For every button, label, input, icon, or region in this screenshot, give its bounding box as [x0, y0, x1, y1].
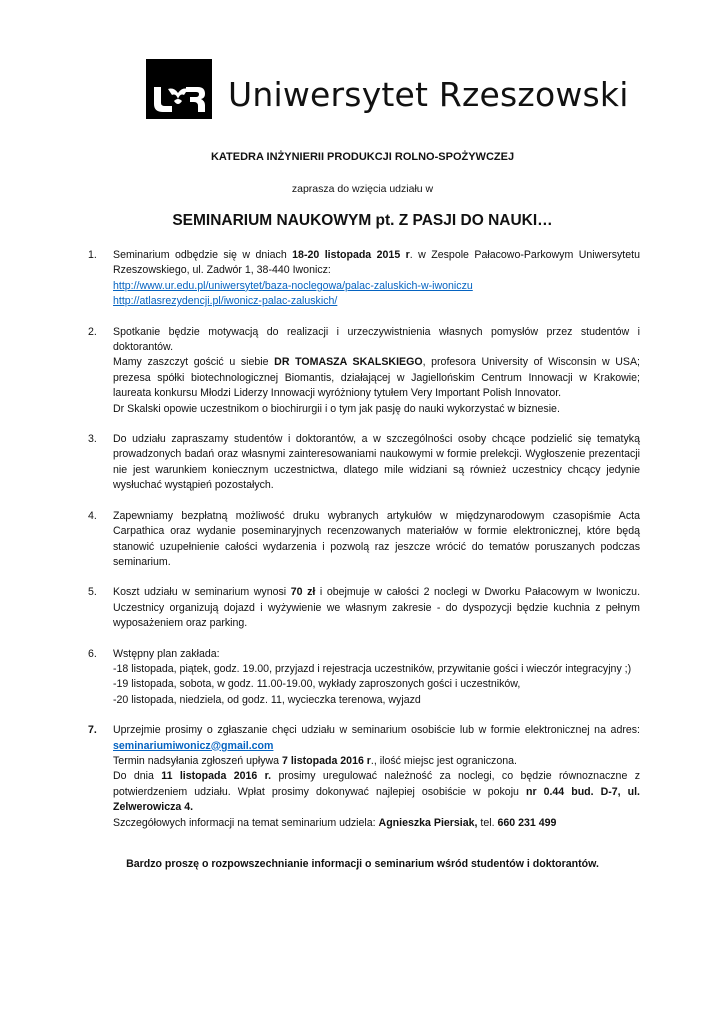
venue-link-atlas[interactable]: http://atlasrezydencji.pl/iwonicz-palac-zaluskich/ [113, 295, 338, 308]
item-number: 1. [88, 249, 97, 261]
schedule-day-2: -19 listopada, sobota, w godz. 11.00-19.00, wykłady zaproszonych gości i uczestników, [113, 678, 521, 691]
item-number: 6. [88, 647, 97, 660]
schedule-day-1: -18 listopada, piątek, godz. 19.00, przyjazd i rejestracja uczestników, przywitanie gości i wieczór integracyjny ;) [113, 662, 632, 675]
item-paragraph: Wstępny plan zakłada: [113, 647, 220, 660]
email-link[interactable]: seminariumiwonicz@gmail.com [113, 739, 274, 752]
item-number: 7. [88, 724, 97, 737]
list-item-7 [88, 723, 640, 831]
list-item-1 [88, 248, 640, 310]
text: i obejmuje w całości 2 noclegi w Dworku Pałacowym w Iwoniczu. Uczestnicy organizują dojazd i wyżywienie we własnym zakresie - do dyspozycji będzie kuchnia z pełnym wyposażeniem oraz parking. [113, 586, 641, 630]
text: Seminarium odbędzie się w dniach [113, 249, 293, 261]
text: Mamy zaszczyt gościć u siebie [113, 356, 275, 369]
list-item-2 [88, 325, 640, 417]
contact-name: Agnieszka Piersiak, [378, 816, 478, 829]
item-number: 2. [88, 325, 97, 338]
text: prosimy uregulować należność za noclegi, co będzie równoznaczne z potwierdzeniem udziału. Wpłat prosimy dokonywać najlepiej osobiście w pokoju [113, 770, 640, 798]
payment-date: 11 listopada 2016 r. [161, 770, 272, 783]
list-item-6 [88, 647, 640, 709]
item-number: 5. [88, 586, 97, 599]
guest-name: DR TOMASZA SKALSKIEGO [274, 356, 423, 369]
text: Uprzejmie prosimy o zgłaszanie chęci udziału w seminarium osobiście lub w formie elektronicznej na adres: [113, 724, 640, 737]
item-paragraph [113, 754, 640, 769]
text: . w Zespole Pałacowo-Parkowym Uniwersytetu Rzeszowskiego, ul. Zadwór 1, 38-440 Iwonicz: [113, 249, 640, 277]
department-heading: KATEDRA INŻYNIERII PRODUKCJI ROLNO-SPOŻYWCZEJ [210, 151, 515, 163]
price: 70 zł [290, 586, 316, 599]
text: Koszt udziału w seminarium wynosi [113, 586, 291, 599]
footer-note: Bardzo proszę o rozpowszechnianie informacji o seminarium wśród studentów i doktorantów. [126, 858, 599, 870]
numbered-list [88, 248, 640, 846]
text: Termin nadsyłania zgłoszeń upływa [113, 754, 282, 767]
venue-link-ur[interactable]: http://www.ur.edu.pl/uniwersytet/baza-noclegowa/palac-zaluskich-w-iwoniczu [113, 279, 473, 292]
text: Szczegółowych informacji na temat seminarium udziela: [113, 816, 379, 829]
invite-line: zaprasza do wzięcia udziału w [291, 183, 434, 195]
item-paragraph: Do udziału zapraszamy studentów i doktorantów, a w szczególności osoby chcące podzielić się tematyką prowadzonych badań oraz własnymi zainteresowaniami naukowymi w formie prelekcji. Wygłoszenie prezentacji nie jest warunkiem koniecznym uczestnictwa, dlatego mile widziani są również uczestnicy chcący jedynie wysłuchać wystąpień pozostałych. [113, 433, 640, 492]
list-item-4 [88, 509, 640, 571]
university-name: Uniwersytet Rzeszowski [228, 75, 629, 114]
schedule-day-3: -20 listopada, niedziela, od godz. 11, wycieczka terenowa, wyjazd [113, 693, 421, 706]
item-paragraph [113, 248, 640, 279]
date-range: 18-20 listopada 2015 r [292, 249, 410, 261]
list-item-3 [88, 432, 640, 494]
item-paragraph [113, 355, 640, 401]
item-paragraph [113, 585, 640, 631]
deadline-date: 7 listopada 2016 r [282, 754, 371, 767]
contact-phone: 660 231 499 [497, 816, 557, 829]
item-paragraph: Dr Skalski opowie uczestnikom o biochirurgii i o tym jak pasję do nauki wykorzystać w biznesie. [113, 402, 560, 415]
ur-logo-icon [146, 59, 212, 119]
list-item-5 [88, 585, 640, 631]
text: ., ilość miejsc jest ograniczona. [370, 754, 517, 767]
item-paragraph: Spotkanie będzie motywacją do realizacji i urzeczywistnienia własnych pomysłów przez studentów i doktorantów. [113, 325, 640, 354]
text: Do dnia [113, 770, 162, 783]
text: , profesora University of Wisconsin w USA; prezesa spółki biotechnologicznej Biomantis, działającej w Jagiellońskim Centrum Innowacji w Krakowie; laureata konkursu Młodzi Liderzy Innowacji wyróżniony tytułem Very Important Polish Innovator. [113, 356, 640, 400]
text: tel. [477, 816, 498, 829]
item-paragraph [113, 816, 640, 831]
seminar-title: SEMINARIUM NAUKOWYM pt. Z PASJI DO NAUKI… [172, 212, 553, 229]
university-logo [146, 59, 629, 119]
item-number: 3. [88, 433, 97, 446]
item-paragraph [113, 723, 640, 754]
item-paragraph: Zapewniamy bezpłatną możliwość druku wybranych artykułów w międzynarodowym czasopiśmie Acta Carpathica oraz wydanie poseminaryjnych recenzowanych materiałów w formie elektronicznej, które będą stanowić uzupełnienie całości wydarzenia i pozwolą raz jeszcze wrócić do tematów poruszanych podczas seminarium. [113, 509, 640, 568]
payment-location: nr 0.44 bud. D-7, ul. Zelwerowicza 4. [113, 785, 640, 814]
item-paragraph [113, 769, 640, 815]
item-number: 4. [88, 509, 97, 522]
